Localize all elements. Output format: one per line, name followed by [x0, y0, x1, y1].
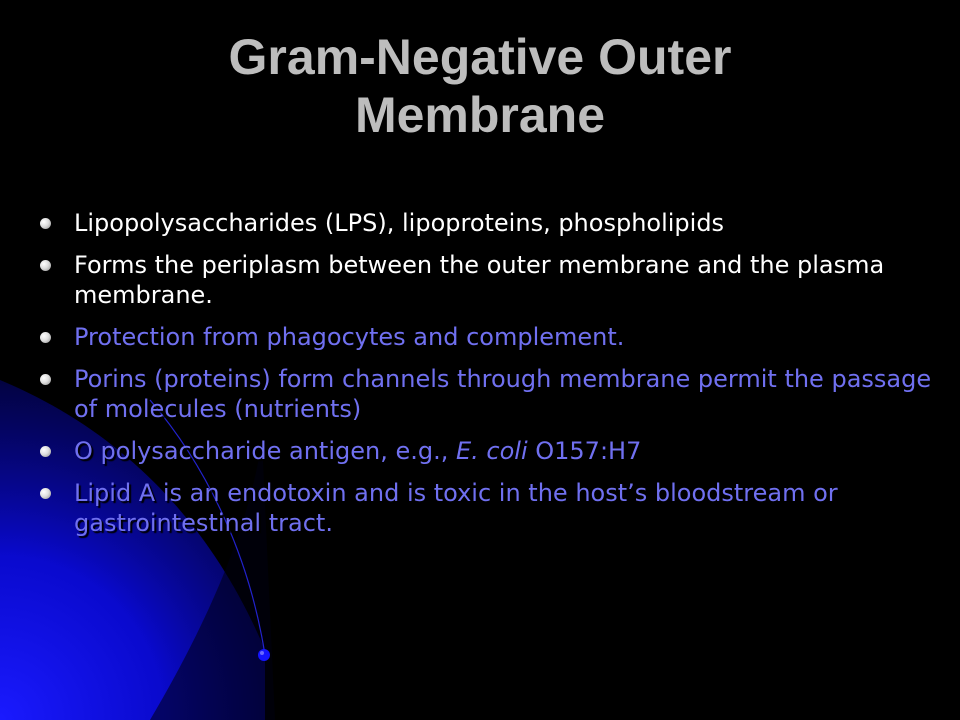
bullet-text: Lipopolysaccharides (LPS), lipoproteins, phospholipids: [74, 209, 725, 237]
bullet-item: [38, 208, 938, 238]
bullet-dot-icon: [40, 332, 51, 343]
bullet-text-prefix: O polysaccharide antigen, e.g.,: [74, 437, 456, 465]
bullet-item: [38, 436, 938, 466]
bullet-dot-icon: [40, 446, 51, 457]
bullet-text: Forms the periplasm between the outer membrane and the plasma membrane.: [74, 251, 885, 309]
title-line-1: Gram-Negative Outer: [228, 29, 732, 85]
bullet-text: Lipid A is an endotoxin and is toxic in the host’s bloodstream or gastrointestinal tract.: [74, 479, 838, 537]
bullet-item: [38, 364, 938, 424]
bullet-dot-icon: [40, 488, 51, 499]
bullet-text: Protection from phagocytes and complement.: [74, 323, 625, 351]
bullet-dot-icon: [40, 260, 51, 271]
bullet-dot-icon: [40, 218, 51, 229]
bullet-item: [38, 250, 938, 310]
bullet-dot-icon: [40, 374, 51, 385]
title-line-2: Membrane: [354, 87, 606, 143]
bullet-list: [38, 208, 938, 550]
bullet-text: Porins (proteins) form channels through membrane permit the passage of molecules (nutrients): [74, 365, 932, 423]
arc-dot: [258, 649, 270, 661]
slide-title: [120, 28, 840, 144]
bullet-text-italic: E. coli: [455, 437, 528, 465]
bullet-text-suffix: O157:H7: [527, 437, 642, 465]
arc-dot-highlight: [260, 651, 264, 655]
bullet-item: [38, 478, 938, 538]
bullet-item: [38, 322, 938, 352]
